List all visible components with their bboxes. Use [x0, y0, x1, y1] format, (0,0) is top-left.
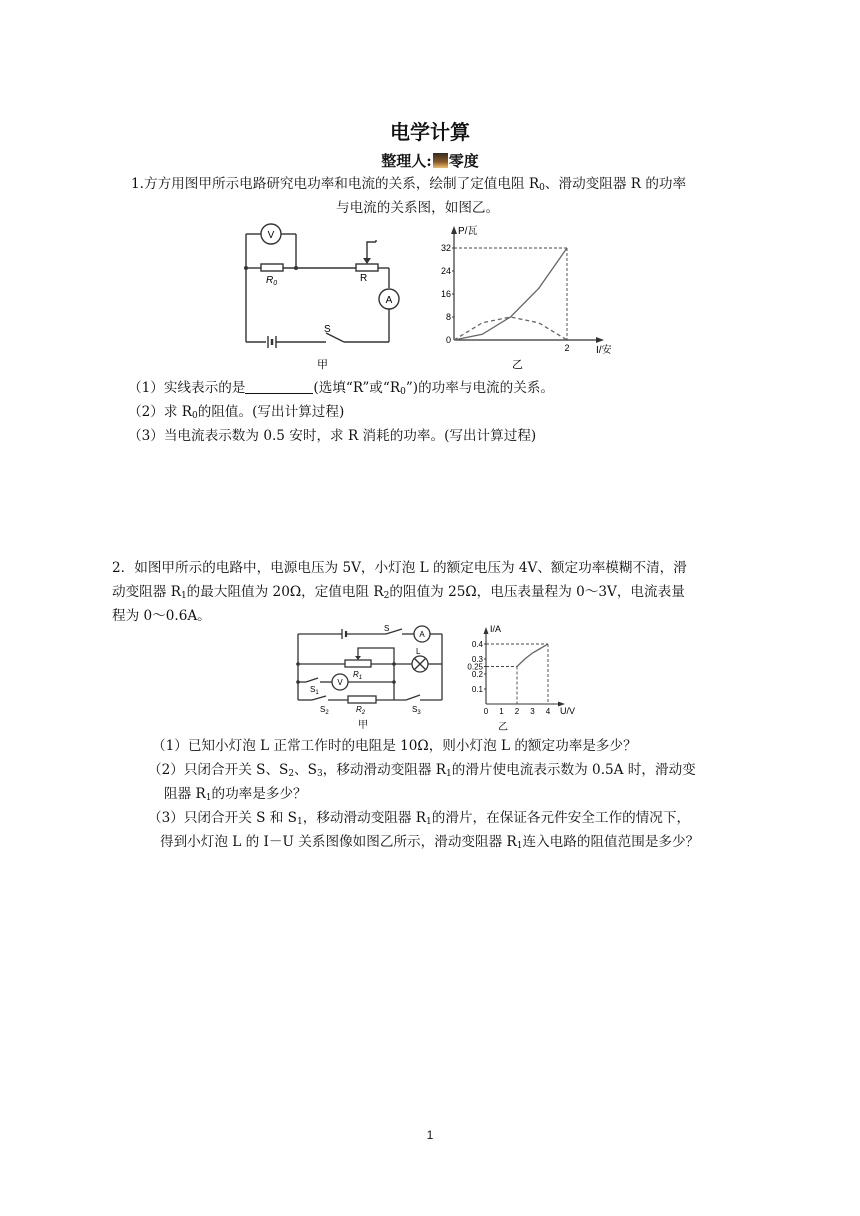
q1-power-chart: [424, 220, 624, 372]
q2-r2-label: $R_2$: [356, 705, 366, 716]
q1-chart-xlabel: I/安: [596, 345, 612, 356]
q1-answer-blank[interactable]: [245, 379, 313, 394]
q2-ammeter-label: A: [419, 630, 425, 639]
q1-circuit-diagram: [236, 220, 406, 372]
q2-chart-xlabel: U/V: [560, 706, 576, 716]
author-logo-icon: [433, 153, 448, 168]
q2-fig-jia-caption: 甲: [358, 720, 368, 731]
q2-lamp-label: L: [416, 647, 421, 656]
x-tick-label: 4: [545, 707, 551, 716]
q2-circuit-diagram: [290, 624, 450, 736]
q2-part3-line2: 得到小灯泡 L 的 I－U 关系图像如图乙所示，滑动变阻器 $R_1$连入电路的阻值范围是多少？: [160, 834, 700, 851]
q2-line1: 2．如图甲所示的电路中，电源电压为 5V，小灯泡 L 的额定电压为 4V、额定功率模糊不清，滑: [112, 560, 687, 576]
q2-s2-label: $S_2$: [320, 705, 329, 716]
page-title: 电学计算: [390, 120, 470, 144]
q1-fig-yi-caption: 乙: [512, 359, 523, 371]
q1-fig-jia-caption: 甲: [317, 359, 328, 371]
series-line-solid: [517, 644, 548, 667]
x-tick-label: 1: [499, 707, 504, 716]
q2-chart-ylabel: I/A: [490, 624, 502, 634]
q2-s3-label: $S_3$: [412, 705, 421, 716]
x-tick-label: 2: [564, 343, 570, 353]
q2-iu-chart: [456, 620, 586, 736]
q2-r1-label: $R_1$: [353, 670, 363, 681]
y-tick-label: 0.4: [471, 640, 483, 649]
y-tick-label: 0.1: [471, 685, 483, 694]
q2-part3: （3）只闭合开关 S 和 $S_1$，移动滑动变阻器 $R_1$的滑片，在保证各元件安全工作的情况下，: [148, 810, 691, 827]
author-prefix: 整理人:: [381, 152, 432, 170]
q2-fig-yi-caption: 乙: [498, 722, 508, 733]
q2-line2: 动变阻器 $R_1$的最大阻值为 20Ω，定值电阻 $R_2$的阻值为 25Ω，电压表量程为 0～3V，电流表量: [112, 584, 685, 601]
y-tick-label: 0.25: [467, 662, 483, 672]
y-tick-label: 16: [440, 289, 451, 299]
q1-part3: （3）当电流表示数为 0.5 安时，求 R 消耗的功率。(写出计算过程): [128, 428, 537, 444]
q1-intro-line1: 1.方方用图甲所示电路研究电功率和电流的关系，绘制了定值电阻 $R_0$、滑动变阻器 R 的功率: [131, 176, 687, 193]
page-number: 1: [426, 1128, 434, 1142]
series-line-solid: [454, 248, 567, 340]
x-tick-label: 0: [483, 707, 489, 716]
q2-line3: 程为 0～0.6A。: [112, 608, 211, 624]
q1-r-label: R: [360, 273, 368, 284]
y-tick-label: 0.2: [471, 670, 483, 679]
q1-part2: （2）求 $R_0$的阻值。(写出计算过程): [128, 404, 345, 421]
q1-switch-label: S: [324, 324, 331, 335]
y-tick-label: 0: [445, 335, 451, 345]
q1-ammeter-label: A: [385, 295, 393, 306]
q2-part2-line2: 阻器 $R_1$的功率是多少？: [164, 786, 307, 803]
q1-chart-ylabel: P/瓦: [458, 226, 478, 237]
x-tick-label: 3: [530, 707, 535, 716]
x-tick-label: 2: [514, 707, 520, 716]
q1-intro-line2: 与电流的关系图，如图乙。: [336, 200, 500, 216]
y-tick-label: 24: [440, 266, 451, 276]
y-tick-label: 32: [440, 243, 451, 253]
author-name: 零度: [448, 152, 479, 170]
y-tick-label: 0.3: [471, 655, 483, 664]
q1-r0-label: $R_0$: [266, 275, 278, 287]
q2-part2: （2）只闭合开关 S、$S_2$、$S_3$，移动滑动变阻器 $R_1$的滑片使电流表示数为 0.5A 时，滑动变: [148, 762, 696, 779]
q2-part1: （1）已知小灯泡 L 正常工作时的电阻是 10Ω，则小灯泡 L 的额定功率是多少？: [152, 738, 637, 754]
q1-voltmeter-label: V: [267, 230, 275, 241]
q1-part1: （1）实线表示的是 (选填“R”或“$R_0$”)的功率与电流的关系。: [128, 380, 555, 397]
q2-voltmeter-label: V: [337, 678, 343, 687]
y-tick-label: 8: [445, 312, 451, 322]
q2-s1-label: $S_1$: [310, 685, 319, 696]
q2-s-label: S: [384, 624, 390, 633]
author-line: [0, 150, 860, 171]
